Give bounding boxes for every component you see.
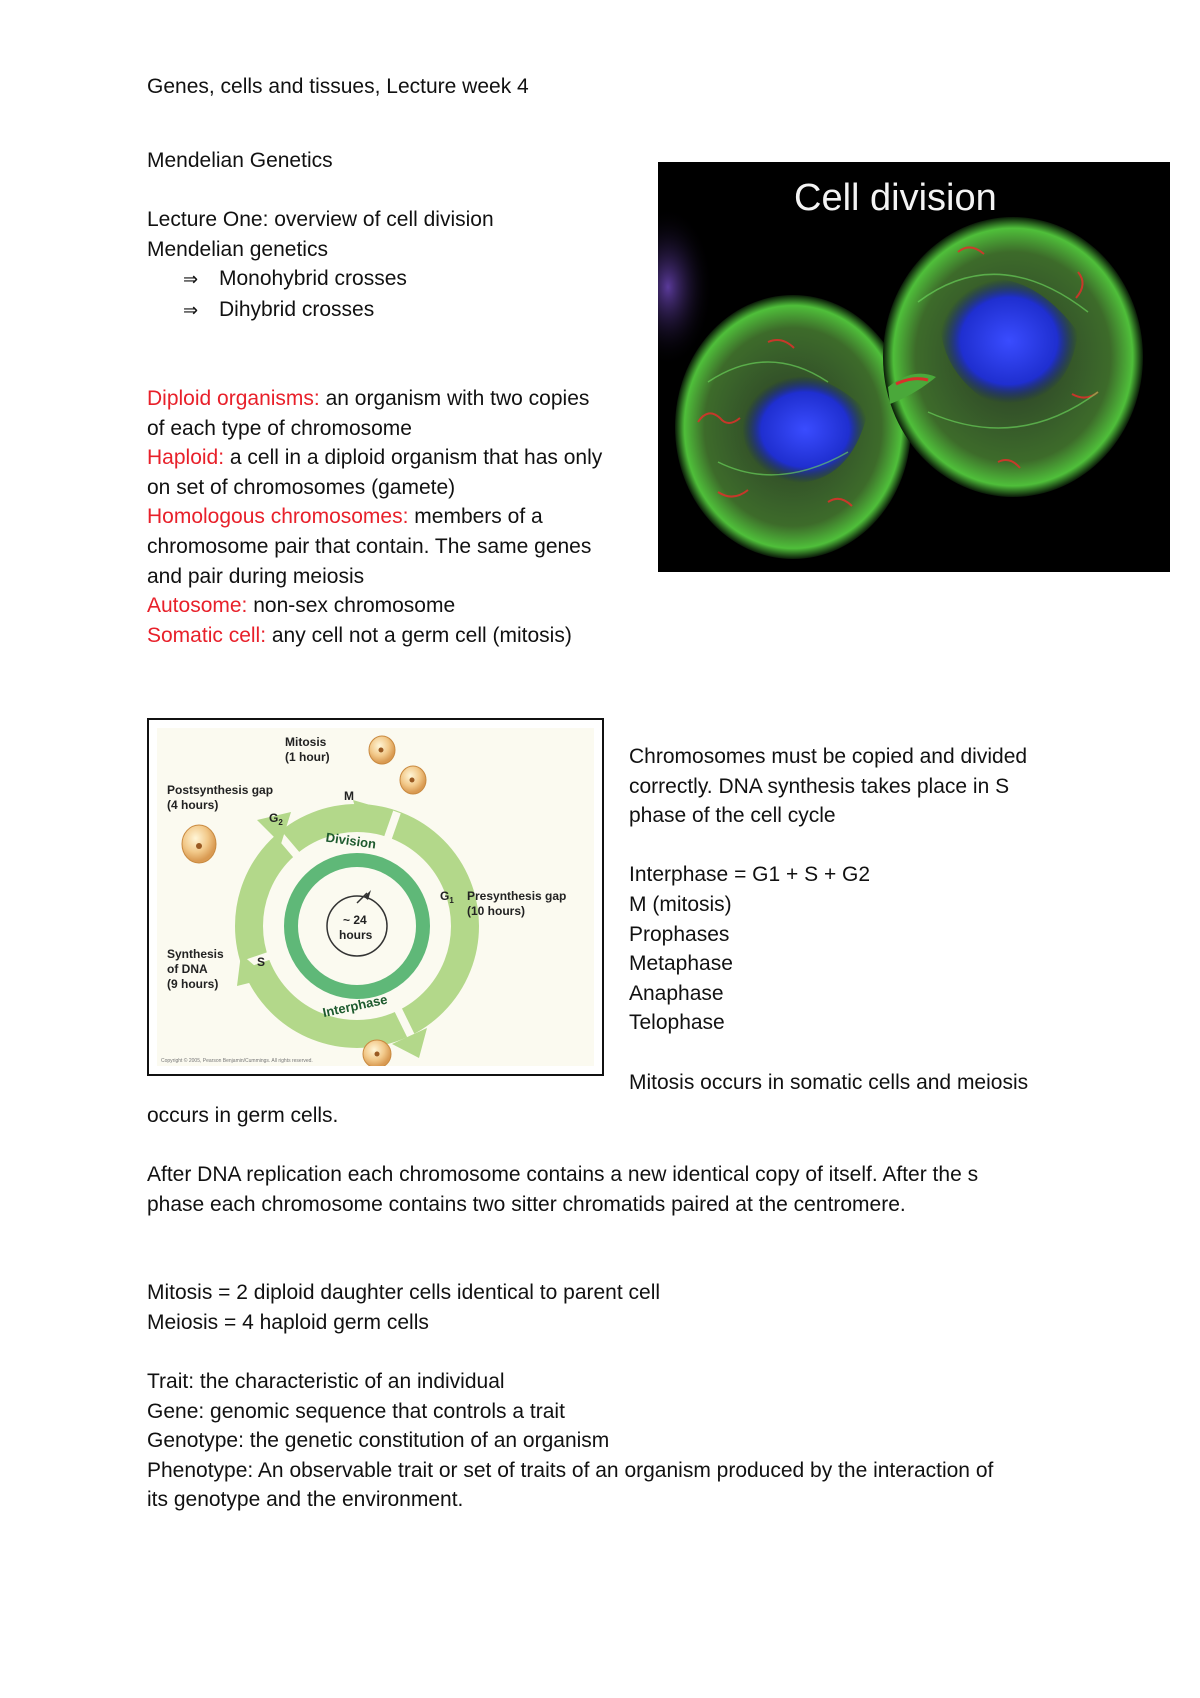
- cycle-duration-unit: hours: [339, 928, 373, 942]
- arrow-icon: ⇒: [183, 299, 199, 321]
- synthesis-time-label: (9 hours): [167, 977, 219, 991]
- glossary-line: its genotype and the environment.: [147, 1488, 464, 1512]
- m-phase-label: M: [344, 789, 354, 803]
- note-line: Anaphase: [629, 981, 724, 1005]
- note-line: Telophase: [629, 1011, 725, 1035]
- bullet-text: Dihybrid crosses: [219, 297, 375, 321]
- division-summary: [147, 1278, 660, 1337]
- outline-line: Mendelian genetics: [147, 237, 328, 261]
- definition-line: [147, 443, 602, 473]
- postsynthesis-time-label: (4 hours): [167, 798, 219, 812]
- outline-bullet: [147, 295, 494, 326]
- micrograph-illustration: [658, 162, 1170, 572]
- lecture-outline: [147, 205, 494, 325]
- cycle-duration-value: ~ 24: [343, 913, 367, 927]
- definition-text: an organism with two copies: [319, 387, 590, 410]
- g1-subscript: 1: [449, 896, 454, 905]
- definition-line: of each type of chromosome: [147, 416, 412, 440]
- definition-term: Autosome:: [147, 594, 248, 618]
- note-line: M (mitosis): [629, 892, 732, 916]
- note-line: [629, 1038, 1028, 1068]
- note-line: Chromosomes must be copied and divided: [629, 745, 1028, 768]
- glossary-line: Trait: the characteristic of an individual: [147, 1370, 505, 1393]
- definition-term: Homologous chromosomes:: [147, 505, 409, 529]
- bullet-text: Monohybrid crosses: [219, 267, 407, 291]
- outline-bullet: [147, 264, 494, 295]
- outline-line: Lecture One: overview of cell division: [147, 208, 494, 231]
- copyright-note: Copyright © 2005, Pearson Benjamin/Cummings. All rights reserved.: [161, 1058, 313, 1064]
- mitosis-label: Mitosis: [285, 735, 327, 749]
- body-text-1: [147, 1101, 338, 1131]
- cell-cycle-diagram: [157, 728, 594, 1066]
- body-line: Meiosis = 4 haploid germ cells: [147, 1310, 429, 1334]
- definition-text: any cell not a germ cell (mitosis): [266, 623, 572, 647]
- note-line: Prophases: [629, 922, 730, 946]
- cell-cycle-figure: [147, 718, 604, 1076]
- note-line: [629, 831, 1028, 861]
- g2-subscript: 2: [278, 818, 283, 827]
- note-line: Metaphase: [629, 952, 733, 976]
- synthesis-label: Synthesis: [167, 947, 224, 961]
- note-line: correctly. DNA synthesis takes place in S: [629, 774, 1010, 798]
- postsynthesis-label: Postsynthesis gap: [167, 783, 274, 797]
- glossary-line: Gene: genomic sequence that controls a trait: [147, 1399, 565, 1423]
- note-line: Interphase = G1 + S + G2: [629, 863, 871, 887]
- body-line: occurs in germ cells.: [147, 1104, 339, 1127]
- division-label: Division: [324, 829, 378, 852]
- interphase-label: Interphase: [321, 991, 389, 1021]
- arrow-icon: ⇒: [183, 269, 199, 291]
- mitosis-time-label: (1 hour): [285, 750, 330, 764]
- definition-term: Diploid organisms:: [147, 387, 320, 410]
- definition-line: [147, 621, 602, 651]
- glossary-line: Phenotype: An observable trait or set of traits of an organism produced by the interaction of: [147, 1458, 994, 1482]
- definition-text: members of a: [408, 505, 543, 529]
- definition-line: [147, 591, 602, 621]
- definition-term: Haploid:: [147, 446, 225, 470]
- terms-glossary: [147, 1367, 993, 1515]
- body-line: phase each chromosome contains two sitter chromatids paired at the centromere.: [147, 1192, 906, 1216]
- definitions-list: [147, 384, 602, 650]
- definition-line: and pair during meiosis: [147, 564, 365, 588]
- photo-caption: Cell division: [794, 177, 997, 219]
- section-heading: Mendelian Genetics: [147, 149, 333, 172]
- replication-paragraph: [147, 1160, 978, 1219]
- definition-text: non-sex chromosome: [247, 594, 456, 618]
- note-line: Mitosis occurs in somatic cells and meiosis: [629, 1070, 1029, 1094]
- definition-line: [147, 502, 602, 532]
- definition-line: on set of chromosomes (gamete): [147, 475, 456, 499]
- glossary-line: Genotype: the genetic constitution of an organism: [147, 1429, 610, 1453]
- cell-cycle-panel: [157, 728, 594, 1066]
- g1-letter: G: [440, 889, 450, 903]
- cell-cycle-notes: [629, 742, 1028, 1097]
- s-phase-label: S: [257, 955, 266, 969]
- presynthesis-time-label: (10 hours): [467, 904, 526, 918]
- cell-division-photo: [658, 162, 1170, 572]
- definition-text: a cell in a diploid organism that has only: [224, 446, 603, 470]
- g2-letter: G: [269, 811, 279, 825]
- note-line: phase of the cell cycle: [629, 804, 836, 828]
- presynthesis-label: Presynthesis gap: [467, 889, 567, 903]
- g2-phase-label: [269, 811, 283, 827]
- definition-term: Somatic cell:: [147, 623, 267, 647]
- definition-line: chromosome pair that contain. The same genes: [147, 534, 592, 558]
- document-title: Genes, cells and tissues, Lecture week 4: [147, 75, 529, 98]
- body-line: After DNA replication each chromosome contains a new identical copy of itself. After the s: [147, 1163, 979, 1186]
- synthesis-of-label: of DNA: [167, 962, 208, 976]
- body-line: Mitosis = 2 diploid daughter cells identical to parent cell: [147, 1281, 661, 1304]
- definition-line: [147, 384, 602, 414]
